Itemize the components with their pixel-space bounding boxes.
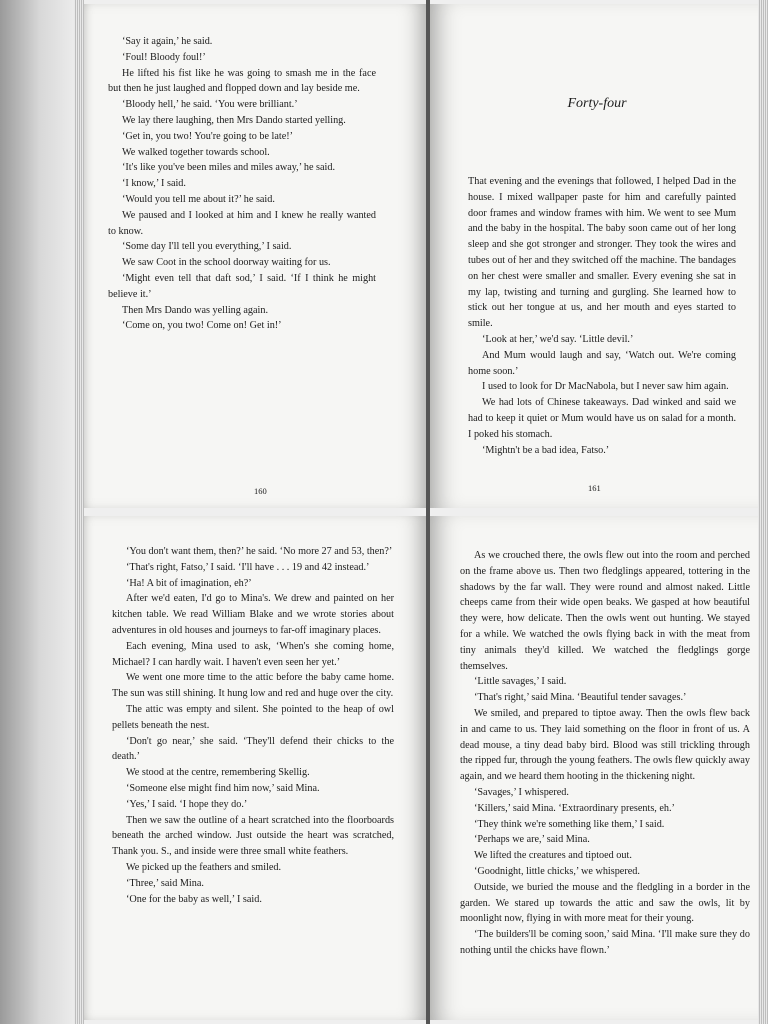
paragraph: We stood at the centre, remembering Skellig. (126, 767, 310, 779)
page-left-bottom-text (112, 544, 394, 907)
paragraph: ‘They think we're something like them,’ I said. (474, 818, 665, 830)
paragraph: ‘Someone else might find him now,’ said Mina. (126, 782, 320, 794)
page-edge (758, 0, 768, 512)
paragraph: That evening and the evenings that followed, I helped Dad in the house. I mixed wallpaper paste for him and carefully painted door frames and window frames with him. We went to see Mum and the baby in the hospital. The baby soon came out of her long sleep and she got stronger and stronger. They took the wires and tubes out of her and they switched off the machine. The bandages on her chest were smaller and smaller. Every evening she sat in my lap, twisting and turning and gurgling. She learned how to stick out her tongue at us, and her mouth and eyes started to smile. (468, 176, 736, 330)
paragraph: After we'd eaten, I'd go to Mina's. We drew and painted on her kitchen table. We read William Blake and we wrote stories about adventures in old houses and journeys to far-off imaginary places. (112, 593, 394, 636)
paragraph: ‘That's right,’ said Mina. ‘Beautiful tender savages.’ (474, 692, 687, 704)
page-161 (430, 4, 764, 508)
paragraph: We walked together towards school. (122, 146, 270, 158)
paragraph: The attic was empty and silent. She pointed to the heap of owl pellets beneath the nest. (112, 703, 394, 731)
paragraph: ‘Foul! Bloody foul!’ (122, 51, 206, 63)
paragraph: ‘Little savages,’ I said. (474, 676, 567, 688)
paragraph: ‘Come on, you two! Come on! Get in!’ (122, 320, 282, 332)
paragraph: ‘The builders'll be coming soon,’ said Mina. ‘I'll make sure they do nothing until the chicks have flown.’ (460, 929, 750, 956)
paragraph: ‘Look at her,’ we'd say. ‘Little devil.’ (482, 333, 634, 345)
paragraph: ‘Bloody hell,’ he said. ‘You were brilliant.’ (122, 99, 298, 111)
page-number: 160 (254, 486, 267, 496)
paragraph: We lifted the creatures and tiptoed out. (474, 850, 632, 862)
paragraph: ‘It's like you've been miles and miles away,’ he said. (122, 162, 336, 174)
paragraph: And Mum would laugh and say, ‘Watch out. We're coming home soon.’ (468, 349, 736, 377)
paragraph: ‘Three,’ said Mina. (126, 877, 204, 889)
paragraph: ‘Don't go near,’ she said. ‘They'll defend their chicks to the death.’ (112, 735, 394, 763)
paragraph: We saw Coot in the school doorway waiting for us. (122, 257, 331, 269)
page-160-text (108, 34, 376, 334)
paragraph: Each evening, Mina used to ask, ‘When's she coming home, Michael? I can hardly wait. I haven't even seen her yet.’ (112, 640, 394, 668)
paragraph: ‘Mightn't be a bad idea, Fatso.’ (482, 444, 610, 456)
paragraph: We lay there laughing, then Mrs Dando started yelling. (122, 114, 346, 126)
paragraph: ‘Savages,’ I whispered. (474, 786, 569, 798)
page-edge (74, 0, 84, 512)
paragraph: ‘I know,’ I said. (122, 178, 186, 190)
page-number: 161 (588, 483, 601, 493)
paragraph: We smiled, and prepared to tiptoe away. Then the owls flew back in and came to us. They laid something on the floor in front of us. A dead mouse, a tiny dead baby bird. Blood was still trickling through the ripped fur, through the young feathers. The owls flew quickly away again, and we heard them hooting in the thickening night. (460, 707, 750, 783)
page-right-bottom (430, 516, 764, 1020)
paragraph: ‘Ha! A bit of imagination, eh?’ (126, 577, 252, 589)
paragraph: ‘You don't want them, then?’ he said. ‘No more 27 and 53, then?’ (126, 546, 393, 557)
page-161-text (468, 174, 736, 458)
paragraph: I used to look for Dr MacNabola, but I never saw him again. (482, 381, 729, 393)
page-left-bottom (84, 516, 426, 1020)
paragraph: ‘Some day I'll tell you everything,’ I said. (122, 241, 292, 253)
paragraph: We had lots of Chinese takeaways. Dad winked and said we had to keep it quiet or Mum would have us on salad for a month. I poked his stomach. (468, 397, 736, 440)
page-160 (84, 4, 426, 508)
paragraph: ‘Might even tell that daft sod,’ I said. ‘If I think he might believe it.’ (108, 272, 376, 300)
paragraph: We paused and I looked at him and I knew he really wanted to know. (108, 209, 376, 237)
paragraph: ‘Get in, you two! You're going to be late!’ (122, 130, 294, 142)
paragraph: ‘Perhaps we are,’ said Mina. (474, 834, 590, 846)
paragraph: ‘One for the baby as well,’ I said. (126, 893, 262, 905)
page-edge (758, 512, 768, 1024)
paragraph: ‘Would you tell me about it?’ he said. (122, 193, 275, 205)
paragraph: As we crouched there, the owls flew out into the room and perched on the frame above us. Then two fledglings appeared, tottering in the shadows by the far wall. They were round and almost naked. Little cheeps came from their wide open beaks. We gasped at how beautiful they were, how delicate. Then the owls went out hunting. We stayed for a while. We watched the owls flying back in with the meat from tiny animals they'd killed. We watched the fledglings gorge themselves. (460, 550, 750, 672)
page-edge (74, 512, 84, 1024)
chapter-title: Forty-four (567, 96, 627, 111)
paragraph: ‘Yes,’ I said. ‘I hope they do.’ (126, 798, 248, 810)
paragraph: We went one more time to the attic before the baby came home. The sun was still shining. It hung low and red and huge over the city. (112, 672, 394, 700)
paragraph: He lifted his fist like he was going to smash me in the face but then he just laughed and flopped down and lay beside me. (108, 67, 376, 95)
paragraph: ‘Goodnight, little chicks,’ we whispered. (474, 865, 640, 877)
page-right-bottom-text (460, 548, 750, 959)
paragraph: ‘Killers,’ said Mina. ‘Extraordinary presents, eh.’ (474, 802, 675, 814)
paragraph: Outside, we buried the mouse and the fledgling in a border in the garden. We stared up towards the attic and saw the owls, lit by moonlight now, flying in with more meat for their young. (460, 881, 750, 925)
paragraph: Then we saw the outline of a heart scratched into the floorboards beneath the arched window. Just outside the heart was scratched, Thank you. S., and inside were three small white feathers. (112, 814, 394, 858)
paragraph: ‘Say it again,’ he said. (122, 36, 213, 47)
paragraph: We picked up the feathers and smiled. (126, 861, 282, 873)
bottom-spread (0, 512, 768, 1024)
paragraph: Then Mrs Dando was yelling again. (122, 304, 268, 316)
paragraph: ‘That's right, Fatso,’ I said. ‘I'll have . . . 19 and 42 instead.’ (126, 561, 370, 573)
